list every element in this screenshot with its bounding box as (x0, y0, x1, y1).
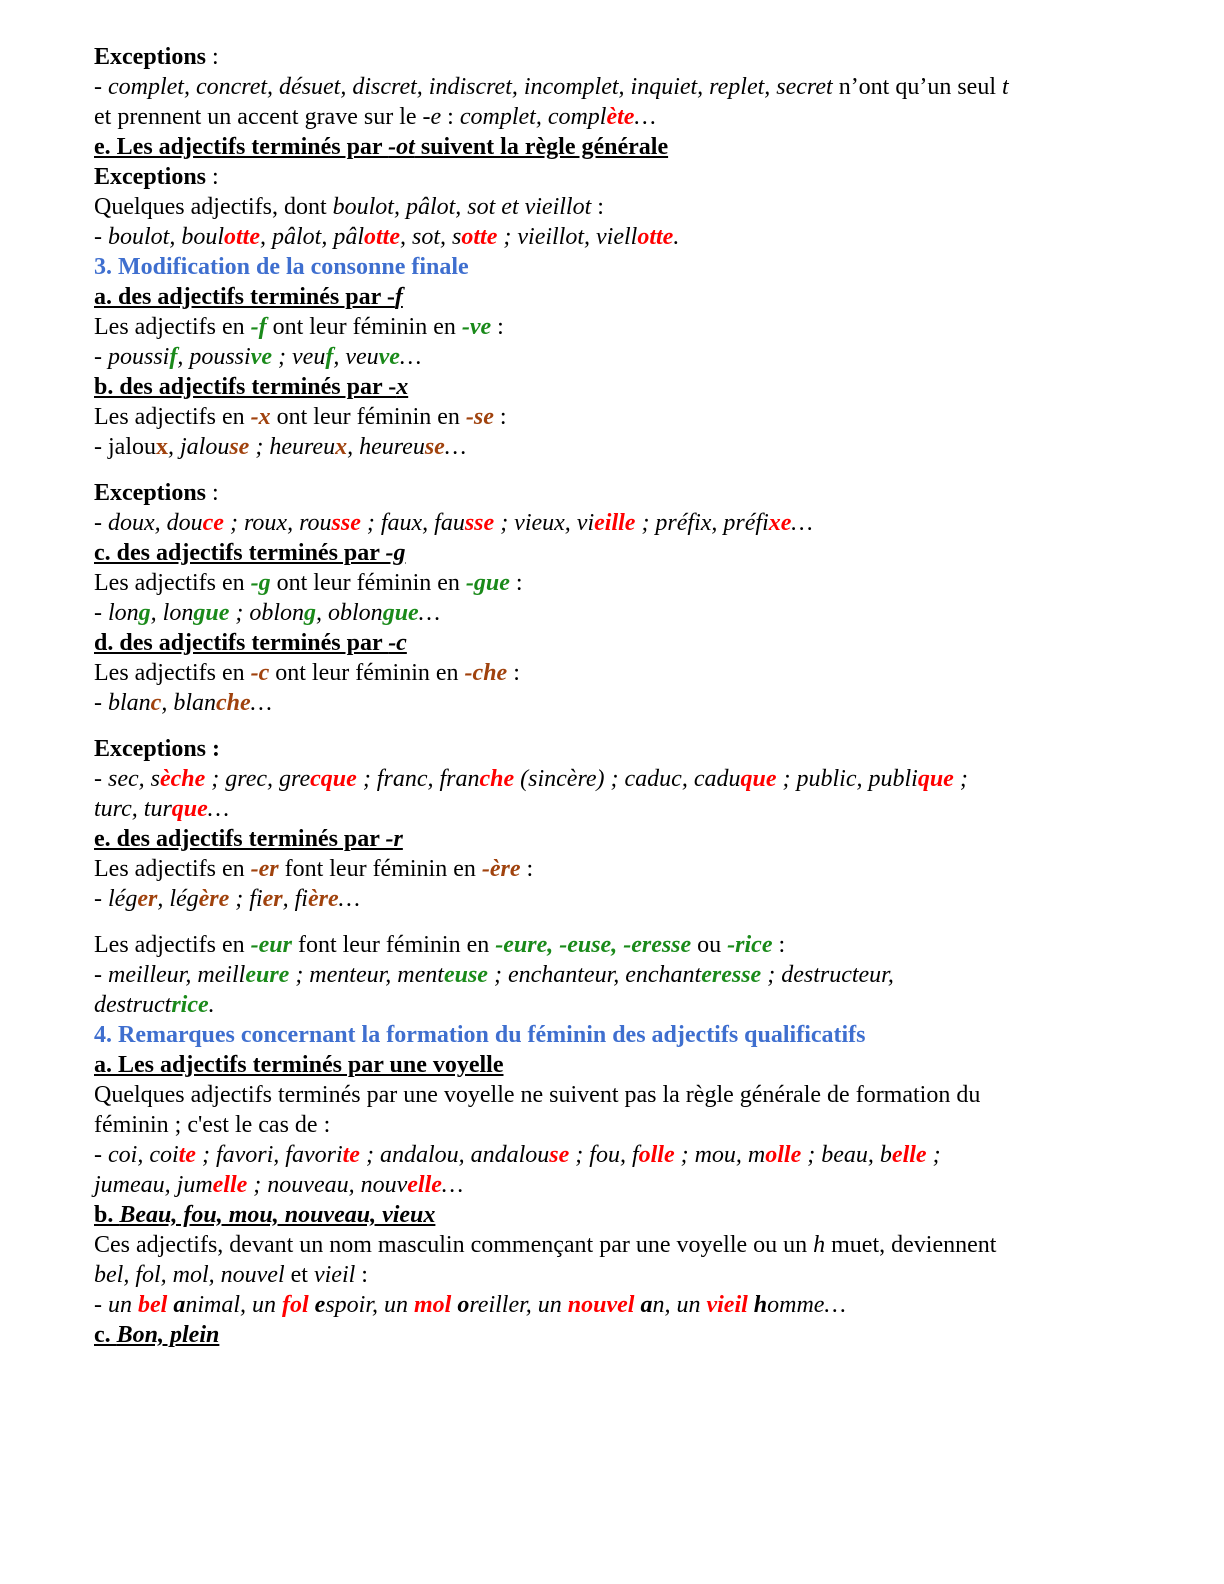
text-line (94, 794, 1114, 824)
text-run: -gue (465, 570, 510, 596)
text-line (94, 132, 1114, 162)
text-run: - boulot, boul (94, 224, 224, 250)
text-run: 3. Modification de la consonne finale (94, 254, 469, 280)
text-run: ; fou, f (569, 1142, 639, 1168)
text-run: que (917, 766, 954, 792)
text-run: ; faux, fau (360, 510, 465, 536)
text-run: : (206, 44, 219, 70)
text-run: ; (926, 1142, 941, 1168)
text-run: otte (461, 224, 498, 250)
text-run: jumeau, jum (94, 1172, 213, 1198)
text-run: … (250, 690, 272, 716)
text-line (94, 628, 1114, 658)
text-run: que (171, 796, 208, 822)
text-run: ; grec, gre (205, 766, 311, 792)
text-run: omme… (767, 1292, 846, 1318)
text-run: complet, compl (459, 104, 607, 130)
text-run: f (394, 284, 403, 310)
text-run: - complet, concret, désuet, discret, indiscret, incomplet, inquiet, replet, secret (94, 74, 833, 100)
text-run: que (740, 766, 777, 792)
text-run: ère (198, 886, 230, 912)
text-run: ; menteur, ment (289, 962, 444, 988)
text-run: ; préfix, préfi (635, 510, 769, 536)
text-run: 4. Remarques concernant la formation du féminin des adjectifs qualificatifs (94, 1022, 866, 1048)
text-run: Les adjectifs en (94, 932, 251, 958)
text-line (94, 930, 1114, 960)
text-run: g (138, 600, 151, 626)
text-run: Quelques adjectifs terminés par une voyelle ne suivent pas la règle générale de formation du (94, 1082, 981, 1108)
text-line (94, 342, 1114, 372)
text-run: turc, tur (94, 796, 172, 822)
text-run: ; mou, m (674, 1142, 766, 1168)
text-line (94, 1110, 1114, 1140)
text-run: reiller, un (469, 1292, 568, 1318)
text-run: a (640, 1292, 653, 1318)
text-run: se (549, 1142, 570, 1168)
text-run: -x (250, 404, 271, 430)
text-line (94, 598, 1114, 628)
text-run: - un (94, 1292, 138, 1318)
text-run: se (229, 434, 250, 460)
text-run: nouvel (567, 1292, 635, 1318)
text-run: - jalou (94, 434, 156, 460)
text-run: , blan (161, 690, 216, 716)
text-run: Ces adjectifs, devant un nom masculin commençant par une voyelle ou un (94, 1232, 814, 1258)
text-run: Beau, fou, mou, nouveau, vieux (119, 1202, 436, 1228)
text-line (94, 764, 1114, 794)
text-run: ; heureu (249, 434, 336, 460)
text-line (94, 1230, 1114, 1260)
text-run: Bon, plein (116, 1322, 220, 1348)
text-run: h (813, 1232, 826, 1258)
text-line (94, 42, 1114, 72)
text-run: - lég (94, 886, 138, 912)
text-run: elle (891, 1142, 927, 1168)
text-run: euse (443, 962, 488, 988)
text-run: otte (637, 224, 674, 250)
text-run: a (173, 1292, 186, 1318)
text-run: et (284, 1262, 314, 1288)
text-run: xe (768, 510, 792, 536)
text-run: ; andalou, andalou (359, 1142, 550, 1168)
text-run: -che (464, 660, 508, 686)
text-run: ète (606, 104, 635, 130)
text-run: sse (331, 510, 361, 536)
text-run: -rice (727, 932, 773, 958)
text-run: eresse (701, 962, 762, 988)
text-line (94, 1200, 1114, 1230)
text-run: ve (378, 344, 400, 370)
text-run: , veu (333, 344, 379, 370)
text-run: ce (202, 510, 224, 536)
text-line (94, 72, 1114, 102)
text-run: Les adjectifs en (94, 856, 251, 882)
text-run: mol (414, 1292, 452, 1318)
text-run: -e (422, 104, 442, 130)
text-line (94, 102, 1114, 132)
text-run: ; favori, favori (195, 1142, 343, 1168)
text-run: b. des adjectifs terminés par - (94, 374, 397, 400)
text-run: , fi (282, 886, 308, 912)
text-run: elle (212, 1172, 248, 1198)
text-run: ; enchanteur, enchant (487, 962, 702, 988)
text-line (94, 1140, 1114, 1170)
text-line (94, 1320, 1114, 1350)
text-run: otte (364, 224, 401, 250)
text-run: x (335, 434, 348, 460)
text-run: Les adjectifs en (94, 660, 251, 686)
text-line (94, 960, 1114, 990)
text-line (94, 1290, 1114, 1320)
text-run: - lon (94, 600, 139, 626)
text-run: , poussi (177, 344, 251, 370)
text-run: eille (594, 510, 636, 536)
text-run: ; vieillot, viell (497, 224, 638, 250)
text-run: … (444, 434, 467, 460)
text-run: ont leur féminin en (270, 404, 466, 430)
text-line (94, 192, 1114, 222)
text-run: e. des adjectifs terminés par (94, 826, 386, 852)
text-run: e. Les adjectifs terminés par (94, 134, 389, 160)
text-run: : (772, 932, 786, 958)
text-run: ; roux, rou (223, 510, 332, 536)
text-run: ve (250, 344, 273, 370)
text-run: ; oblon (229, 600, 305, 626)
text-run: - sec, s (94, 766, 160, 792)
text-run: a. des adjectifs terminés par - (94, 284, 395, 310)
text-run: : (493, 404, 507, 430)
text-run: : (355, 1262, 368, 1288)
text-run: : (520, 856, 534, 882)
text-run: x (396, 374, 409, 400)
text-run: elle (407, 1172, 442, 1198)
text-run: - poussi (94, 344, 170, 370)
text-run: : (591, 194, 604, 220)
text-run: èche (159, 766, 206, 792)
text-run: -eur (250, 932, 292, 958)
text-run: che (216, 690, 251, 716)
text-run: (sincère) ; caduc, cadu (514, 766, 741, 792)
text-run: sse (464, 510, 495, 536)
text-run: gue (193, 600, 230, 626)
text-run: -g (385, 540, 406, 566)
text-run: ère (307, 886, 339, 912)
text-line (94, 824, 1114, 854)
text-run: : (491, 314, 504, 340)
text-run: Quelques adjectifs, dont (94, 194, 333, 220)
text-run: f (169, 344, 178, 370)
text-run: -r (385, 826, 403, 852)
text-run: te (342, 1142, 360, 1168)
text-run: n’ont qu’un seul (832, 74, 1002, 100)
text-run: , oblon (316, 600, 383, 626)
text-run: Exceptions (94, 480, 207, 506)
text-run: bel, fol, mol, nouvel (94, 1262, 285, 1288)
text-run: … (791, 510, 813, 536)
text-run: … (418, 600, 441, 626)
text-run: - doux, dou (94, 510, 203, 536)
text-line (94, 162, 1114, 192)
text-run: . (208, 992, 215, 1018)
text-run: n, un (652, 1292, 707, 1318)
text-run: boulot, pâlot, sot et vieillot (332, 194, 592, 220)
text-run: vieil (706, 1292, 748, 1318)
text-run: Les adjectifs en (94, 404, 251, 430)
text-run: d. des adjectifs terminés par (94, 630, 389, 656)
text-run: ; veu (272, 344, 326, 370)
text-run: t (1002, 74, 1009, 100)
text-line (94, 990, 1114, 1020)
text-run: ; vieux, vi (494, 510, 595, 536)
text-run: ; destructeur, (761, 962, 894, 988)
text-run: g (304, 600, 317, 626)
text-line (94, 372, 1114, 402)
text-line (94, 1020, 1114, 1050)
text-run: er (262, 886, 283, 912)
text-run: ; public, publi (776, 766, 918, 792)
text-run: ont leur féminin en (270, 570, 466, 596)
text-run: olle (765, 1142, 802, 1168)
text-run: spoir, un (325, 1292, 415, 1318)
text-run: ; nouveau, nouv (247, 1172, 408, 1198)
text-run: -se (465, 404, 494, 430)
text-run: bel (138, 1292, 168, 1318)
text-run: o (457, 1292, 470, 1318)
text-run: -g (250, 570, 271, 596)
text-run: nimal, un (185, 1292, 282, 1318)
text-run: ; fi (229, 886, 263, 912)
text-run: … (338, 886, 360, 912)
text-run: , pâlot, pâl (260, 224, 365, 250)
text-run: - blan (94, 690, 151, 716)
text-run: vieil (313, 1262, 356, 1288)
text-run: -f (250, 314, 267, 340)
text-run: ; beau, b (801, 1142, 892, 1168)
text-run: … (634, 104, 656, 130)
text-run: c. des adjectifs terminés par (94, 540, 386, 566)
text-line (94, 688, 1114, 718)
text-run: -ve (461, 314, 492, 340)
text-run: eure (245, 962, 290, 988)
text-line (94, 854, 1114, 884)
text-line (94, 282, 1114, 312)
text-line (94, 1080, 1114, 1110)
text-run: : (206, 164, 219, 190)
text-run: otte (224, 224, 260, 250)
text-run: , lég (157, 886, 199, 912)
text-run: ; franc, fran (356, 766, 480, 792)
text-run: muet, deviennent (825, 1232, 997, 1258)
text-run: - coi, coi (94, 1142, 179, 1168)
blank-line (94, 914, 1114, 930)
text-run: … (441, 1172, 464, 1198)
text-run: ou (691, 932, 728, 958)
text-run: x (155, 434, 168, 460)
text-run: … (399, 344, 422, 370)
text-line (94, 432, 1114, 462)
text-run: gue (382, 600, 419, 626)
text-run: : (206, 480, 219, 506)
text-run: ont leur féminin en (269, 660, 465, 686)
text-line (94, 402, 1114, 432)
text-line (94, 734, 1114, 764)
text-run: … (207, 796, 230, 822)
text-run: rice (171, 992, 209, 1018)
text-run: -ère (481, 856, 521, 882)
text-line (94, 658, 1114, 688)
text-run: cque (310, 766, 357, 792)
text-run: font leur féminin en (291, 932, 496, 958)
text-line (94, 222, 1114, 252)
text-line (94, 1260, 1114, 1290)
text-run: destruct (94, 992, 172, 1018)
text-run: c. (94, 1322, 117, 1348)
text-run: Exceptions (94, 164, 207, 190)
text-run: -er (250, 856, 279, 882)
text-run: olle (638, 1142, 675, 1168)
text-run: féminin ; c'est le cas de : (94, 1112, 331, 1138)
text-line (94, 478, 1114, 508)
text-run: Exceptions : (94, 736, 220, 762)
text-run: h (753, 1292, 768, 1318)
text-run: font leur féminin en (278, 856, 482, 882)
blank-line (94, 718, 1114, 734)
text-run: se (424, 434, 445, 460)
text-line (94, 312, 1114, 342)
text-run: ; (953, 766, 968, 792)
text-run: . (673, 224, 680, 250)
text-run: Les adjectifs en (94, 570, 251, 596)
text-run: Exceptions (94, 44, 207, 70)
text-run: fol (282, 1292, 309, 1318)
text-run: : (509, 570, 523, 596)
text-line (94, 538, 1114, 568)
text-run: , jalou (167, 434, 230, 460)
text-run: -c (388, 630, 407, 656)
text-line (94, 1050, 1114, 1080)
text-run: e (314, 1292, 326, 1318)
document-page (94, 42, 1114, 1350)
text-run: f (325, 344, 334, 370)
text-run: -eure, -euse, -eresse (495, 932, 692, 958)
text-line (94, 508, 1114, 538)
text-run: c (150, 690, 162, 716)
text-line (94, 568, 1114, 598)
text-run: -c (250, 660, 270, 686)
text-run: : (507, 660, 520, 686)
text-run: , heureu (347, 434, 425, 460)
text-run: - meilleur, meill (94, 962, 246, 988)
text-run: et prennent un accent grave sur le (94, 104, 423, 130)
text-run: b. (94, 1202, 120, 1228)
text-run: suivent la règle générale (414, 134, 669, 160)
text-line (94, 252, 1114, 282)
text-run: te (178, 1142, 196, 1168)
text-run: ont leur féminin en (266, 314, 462, 340)
text-run: -ot (388, 134, 415, 160)
text-run: er (137, 886, 158, 912)
text-run: Les adjectifs en (94, 314, 251, 340)
text-run: , lon (150, 600, 194, 626)
text-line (94, 884, 1114, 914)
text-run: che (479, 766, 515, 792)
text-run: : (441, 104, 460, 130)
text-line (94, 1170, 1114, 1200)
text-run: , sot, s (400, 224, 462, 250)
text-run: a. Les adjectifs terminés par une voyelle (94, 1052, 504, 1078)
blank-line (94, 462, 1114, 478)
